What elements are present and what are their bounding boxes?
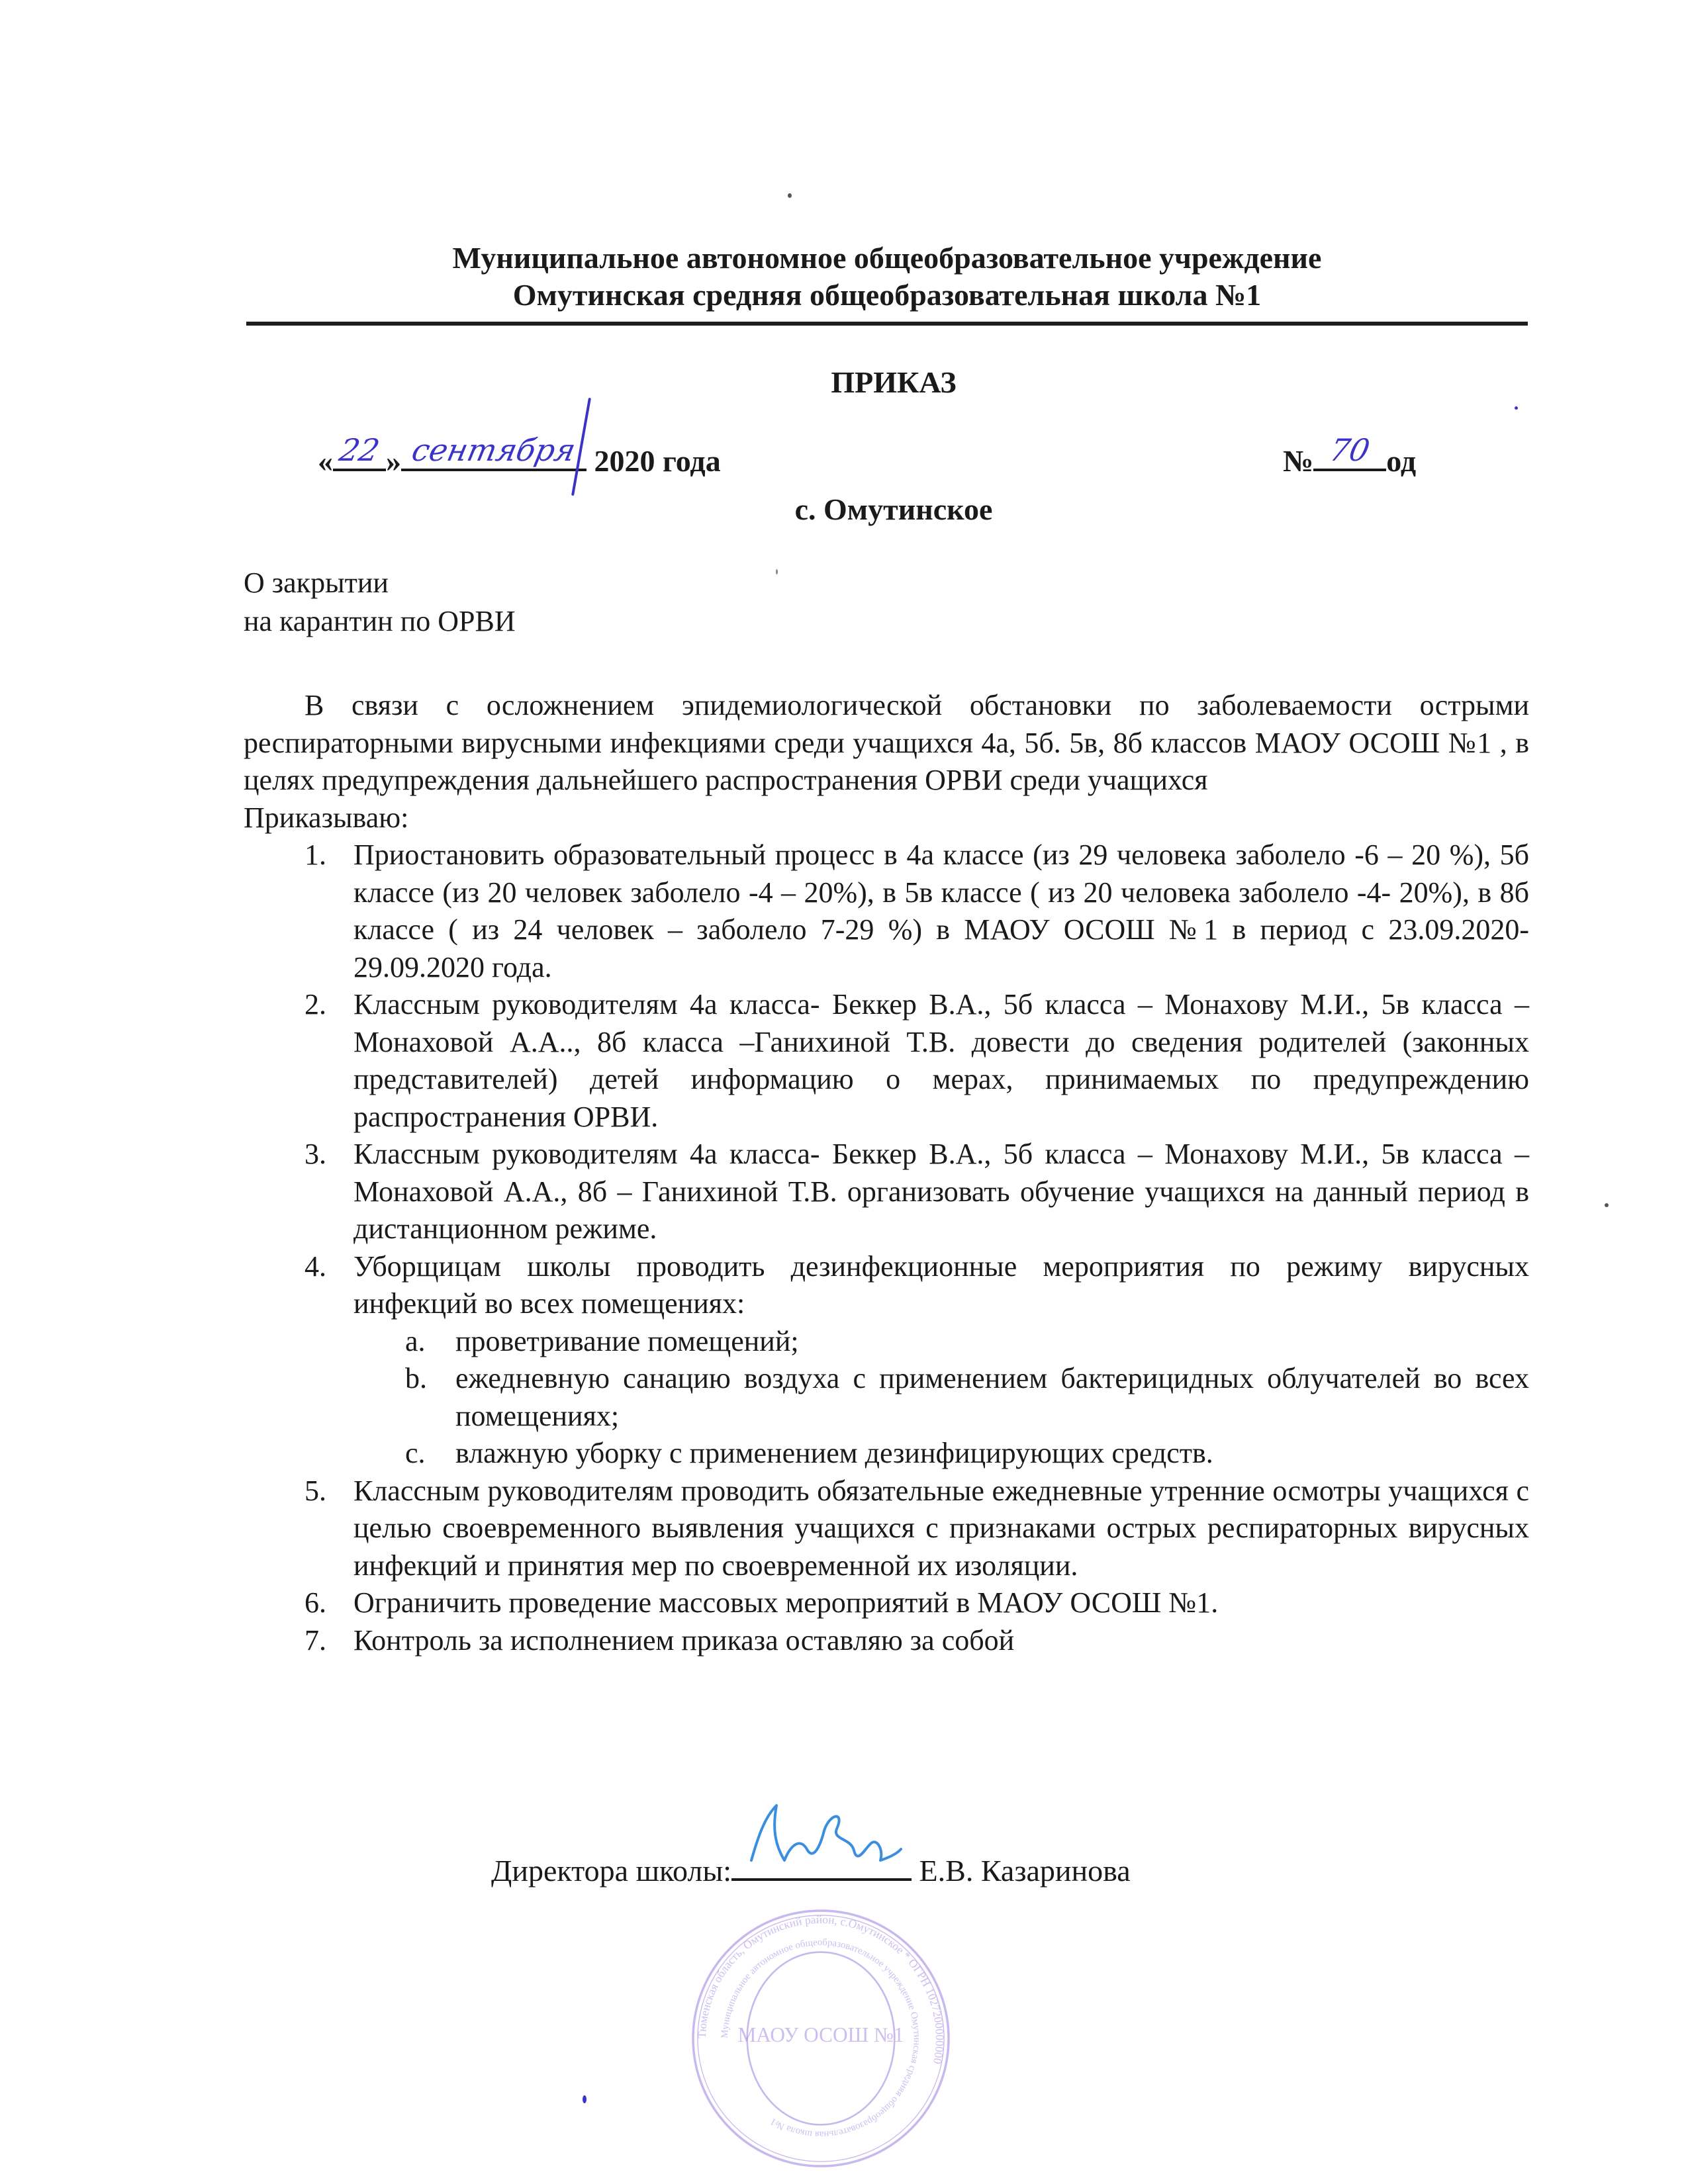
order-item [244,1622,1529,1660]
date-day-handwritten: 22 [336,432,383,468]
order-subject [244,564,516,641]
order-item-number: 2. [305,988,326,1021]
order-subitem-letter: c. [405,1437,426,1469]
signatory-name: Е.В. Казаринова [919,1854,1131,1888]
order-item-text: Ограничить проведение массовых мероприятий в МАОУ ОСОШ №1. [353,1586,1219,1619]
date-year: 2020 года [594,444,721,478]
scan-speck [1515,406,1518,410]
order-subitem-letter: b. [405,1362,427,1394]
order-item-text: Приостановить образовательный процесс в 4а классе (из 29 человека заболело -6 – 20 %), 5б классе (из 20 человек заболело -4 – 20%), в 5в классе ( из 20 человека заболело -4- 20%), в 8б классе ( из 24 человек – заболело 7-29 %) в МАОУ ОСОШ №1 в период с 23.09.2020- 29.09.2020 года. [353,839,1529,983]
order-subitem [353,1323,1529,1361]
order-date [318,432,721,481]
handwritten-signature [738,1797,904,1877]
document-type-title: ПРИКАЗ [831,365,957,399]
orders-list [244,837,1529,1659]
order-item [244,837,1529,986]
scan-speck [1605,1203,1609,1207]
order-item [244,1473,1529,1585]
order-number-suffix: од [1386,444,1417,478]
order-item-text: Уборщицам школы проводить дезинфекционные мероприятия по режиму вирусных инфекций во всех помещениях: [353,1250,1529,1320]
order-subitems-list [353,1323,1529,1473]
order-subitem [353,1360,1529,1435]
scan-speck [788,193,792,198]
order-number [1283,432,1417,481]
order-item [244,1136,1529,1248]
subject-line1: О закрытии [244,567,389,599]
order-number-handwritten: 70 [1327,432,1374,468]
order-item [244,1248,1529,1473]
order-body [244,687,1529,1659]
organization-name-line2: Омутинская средняя общеобразовательная школа №1 [512,278,1262,312]
date-month-handwritten: сентября [408,432,579,468]
directive-label: Приказываю: [244,801,409,834]
order-item-text: Классным руководителям проводить обязательные ежедневные утренние осмотры учащихся с целью своевременного выявления учащихся с признаками острых респираторных вирусных инфекций и принятия мер по своевременной их изоляции. [353,1474,1529,1582]
date-close-quote: » [386,444,401,478]
order-subitem-letter: a. [405,1324,426,1357]
order-number-field [1313,432,1386,471]
stamp-outer-text: Тюменская область, Омутинский район, с.Омутинское * ОГРН 1027200000000 [696,1913,946,2066]
stamp-center-text: МАОУ ОСОШ №1 [737,2023,904,2047]
signature-block [491,1846,1131,1891]
order-item-text: Классным руководителям 4а класса- Беккер В.А., 5б класса – Монахову М.И., 5в класса – Монаховой А.А.., 8б класса –Ганихиной Т.В. довести до сведения родителей (законных представителей) детей информацию о мерах, принимаемых по предупреждению распространения ОРВИ. [353,988,1529,1133]
order-item-number: 3. [305,1138,326,1170]
order-item-number: 7. [305,1623,326,1657]
subject-line2: на карантин по ОРВИ [244,605,516,637]
scan-speck [776,569,778,574]
preamble-paragraph: В связи с осложнением эпидемиологической обстановки по заболеваемости острыми респираторными вирусными инфекциями среди учащихся 4а, 5б. 5в, 8б классов МАОУ ОСОШ №1 , в целях предупреждения дальнейшего распространения ОРВИ среди учащихся [244,689,1529,796]
order-subitem-text: ежедневную санацию воздуха с применением бактерицидных облучателей во всех помещениях; [455,1362,1529,1432]
order-number-prefix: № [1283,444,1314,478]
signatory-title: Директора школы: [491,1854,732,1888]
stamp-middle-text: Муниципальное автономное общеобразовательное учреждение Омутинская средняя общеобразовательная школа №1 [719,1937,922,2140]
place-of-issue: с. Омутинское [794,492,993,526]
official-stamp [688,1906,953,2171]
header-divider [246,322,1528,326]
order-item-text: Классным руководителям 4а класса- Беккер В.А., 5б класса – Монахову М.И., 5в класса – Монаховой А.А., 8б – Ганихиной Т.В. организовать обучение учащихся на данный период в дистанционном режиме. [353,1138,1529,1245]
date-day-field [333,432,386,471]
order-item-text: Контроль за исполнением приказа оставляю за собой [353,1623,1015,1657]
order-item [244,1584,1529,1622]
order-item [244,986,1529,1136]
order-item-number: 6. [305,1586,326,1619]
organization-name-line1: Муниципальное автономное общеобразовательное учреждение [452,241,1322,275]
order-item-number: 5. [305,1474,326,1507]
order-item-number: 1. [305,839,326,871]
order-item-number: 4. [305,1250,326,1283]
date-open-quote: « [318,444,333,478]
order-subitem [353,1435,1529,1473]
date-month-field [401,432,586,471]
order-subitem-text: проветривание помещений; [455,1324,799,1357]
order-subitem-text: влажную уборку с применением дезинфицирующих средств. [455,1437,1213,1469]
scan-speck [583,2095,586,2103]
signature-line [731,1846,912,1881]
